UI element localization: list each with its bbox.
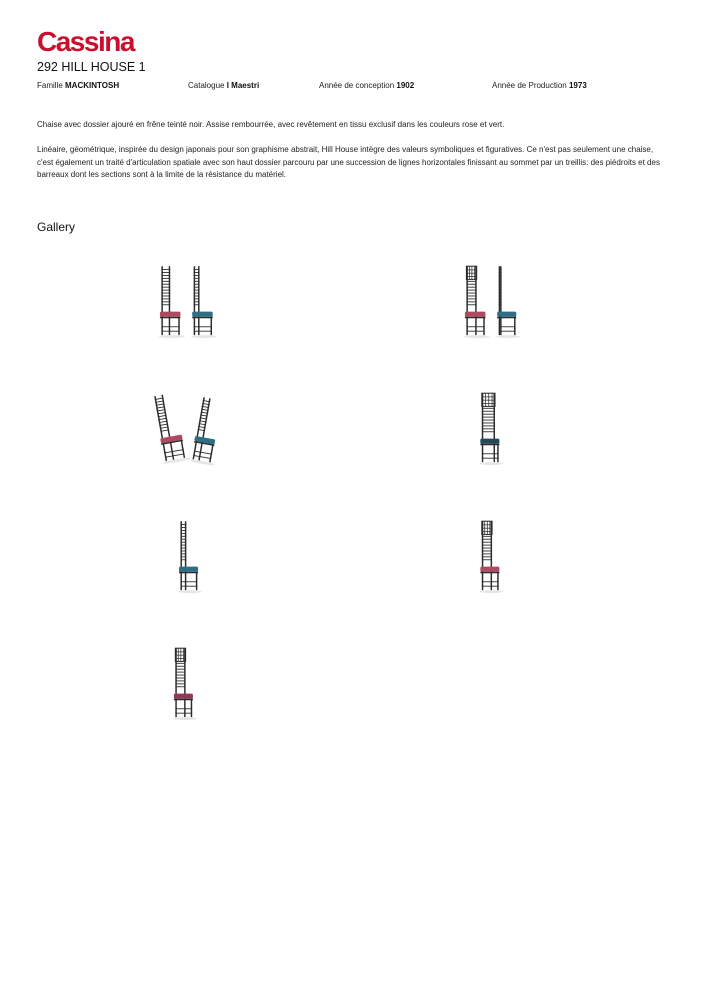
description-paragraph-1: Chaise avec dossier ajouré en frêne teinté noir. Assise rembourrée, avec revêtement en tissu exclusif dans les couleurs rose et vert.: [37, 120, 505, 129]
meta-famille: Famille MACKINTOSH: [37, 81, 120, 90]
meta-production: Année de Production 1973: [492, 81, 587, 90]
gallery-title: Gallery: [37, 220, 76, 234]
chair-pair-side-icon: [135, 245, 245, 360]
gallery-image-5[interactable]: [135, 500, 245, 615]
gallery-image-7[interactable]: [135, 627, 245, 742]
product-meta-row: [37, 81, 677, 95]
chair-pair-front-back-icon: [440, 245, 550, 360]
production-value: 1973: [568, 81, 587, 90]
meta-catalogue: Catalogue I Maestri: [188, 81, 260, 90]
chair-front-pink-icon: [440, 500, 550, 615]
gallery-image-3[interactable]: [135, 372, 245, 487]
catalogue-value: I Maestri: [226, 81, 260, 90]
conception-value: 1902: [396, 81, 415, 90]
description-paragraph-2: Linéaire, géométrique, inspirée du design japonais pour son graphisme abstrait, Hill House intègre des valeurs symboliques et figuratives. Ce n'est pas seulement une chaise, c'est également un traité d'articulation spatiale avec son haut dossier parcouru par une succession de lignes horizontales finissant au sommet par un treillis: des piédroits et des barreaux dont les sections sont à la limite de la résistance du matériel.: [37, 145, 660, 179]
gallery-image-2[interactable]: [440, 245, 550, 360]
famille-value: MACKINTOSH: [65, 81, 120, 90]
gallery-image-4[interactable]: [440, 372, 550, 487]
chair-pair-tilted-icon: [135, 372, 245, 487]
chair-side-green-icon: [135, 500, 245, 615]
cassina-logo: Cassina: [37, 26, 134, 57]
product-title: 292 HILL HOUSE 1: [37, 60, 146, 74]
gallery-image-6[interactable]: [440, 500, 550, 615]
gallery-image-1[interactable]: [135, 245, 245, 360]
meta-conception: Année de conception 1902: [319, 81, 415, 90]
chair-front-green-icon: [440, 372, 550, 487]
chair-three-quarter-pink-icon: [135, 627, 245, 742]
